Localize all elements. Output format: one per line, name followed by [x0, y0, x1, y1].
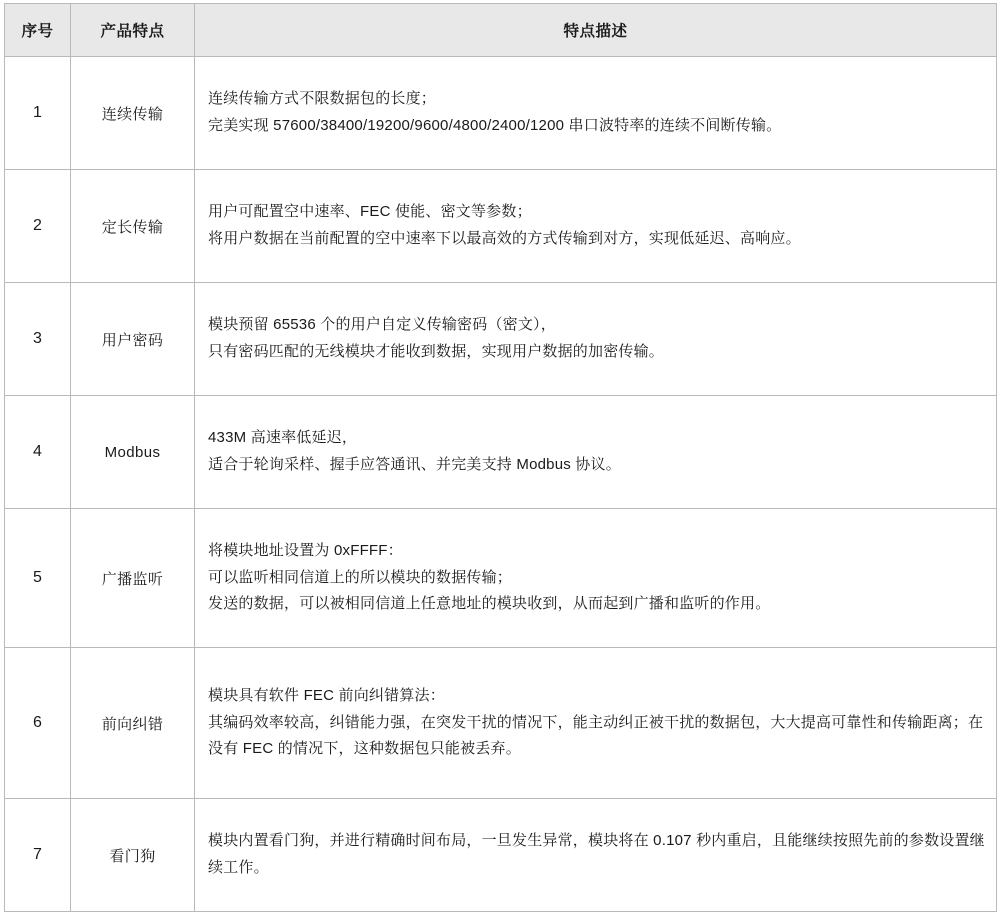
description-line: 其编码效率较高，纠错能力强，在突发干扰的情况下，能主动纠正被干扰的数据包，大大提高可靠性和传输距离；在没有 FEC 的情况下，这种数据包只能被丢弃。: [208, 713, 984, 758]
row-description: [195, 509, 997, 648]
table-row: [5, 283, 997, 396]
row-description: [195, 57, 997, 170]
row-description: [195, 396, 997, 509]
row-index: 2: [5, 170, 71, 283]
description-line: 完美实现 57600/38400/19200/9600/4800/2400/1200 串口波特率的连续不间断传输。: [208, 117, 782, 134]
description-line: 连续传输方式不限数据包的长度；: [208, 90, 437, 108]
product-feature-table: [4, 3, 997, 912]
column-header-description: 特点描述: [195, 4, 997, 57]
row-feature-name: 用户密码: [71, 283, 195, 396]
table-row: [5, 57, 997, 170]
row-index: 3: [5, 283, 71, 396]
description-line: 模块内置看门狗，并进行精确时间布局，一旦发生异常，模块将在 0.107 秒内重启，且能继续按照先前的参数设置继续工作。: [208, 832, 985, 876]
description-line: 只有密码匹配的无线模块才能收到数据，实现用户数据的加密传输。: [208, 343, 665, 360]
description-line: 适合于轮询采样、握手应答通讯、并完美支持 Modbus 协议。: [208, 456, 621, 473]
table-row: [5, 170, 997, 283]
row-description: [195, 170, 997, 283]
description-line: 用户可配置空中速率、FEC 使能、密文等参数；: [208, 203, 532, 221]
row-description: [195, 799, 997, 912]
row-feature-name: 前向纠错: [71, 648, 195, 799]
row-index: 5: [5, 509, 71, 648]
row-feature-name: 定长传输: [71, 170, 195, 283]
description-line: 模块具有软件 FEC 前向纠错算法：: [208, 686, 445, 704]
feature-table-container: [0, 3, 1000, 912]
row-feature-name: Modbus: [71, 396, 195, 509]
table-row: [5, 648, 997, 799]
description-line: 433M 高速率低延迟，: [208, 429, 358, 447]
row-index: 6: [5, 648, 71, 799]
description-line: 将模块地址设置为 0xFFFF：: [208, 541, 403, 559]
description-line: 模块预留 65536 个的用户自定义传输密码（密文），: [208, 316, 556, 334]
row-feature-name: 广播监听: [71, 509, 195, 648]
row-feature-name: 连续传输: [71, 57, 195, 170]
table-row: [5, 799, 997, 912]
row-description: [195, 283, 997, 396]
row-feature-name: 看门狗: [71, 799, 195, 912]
row-index: 1: [5, 57, 71, 170]
row-index: 7: [5, 799, 71, 912]
description-line: 发送的数据，可以被相同信道上任意地址的模块收到，从而起到广播和监听的作用。: [208, 595, 771, 613]
column-header-index: 序号: [5, 4, 71, 57]
description-line: 可以监听相同信道上的所以模块的数据传输；: [208, 568, 513, 586]
table-row: [5, 396, 997, 509]
table-header-row: [5, 4, 997, 57]
table-row: [5, 509, 997, 648]
column-header-feature: 产品特点: [71, 4, 195, 57]
row-description: [195, 648, 997, 799]
row-index: 4: [5, 396, 71, 509]
description-line: 将用户数据在当前配置的空中速率下以最高效的方式传输到对方，实现低延迟、高响应。: [208, 230, 801, 247]
